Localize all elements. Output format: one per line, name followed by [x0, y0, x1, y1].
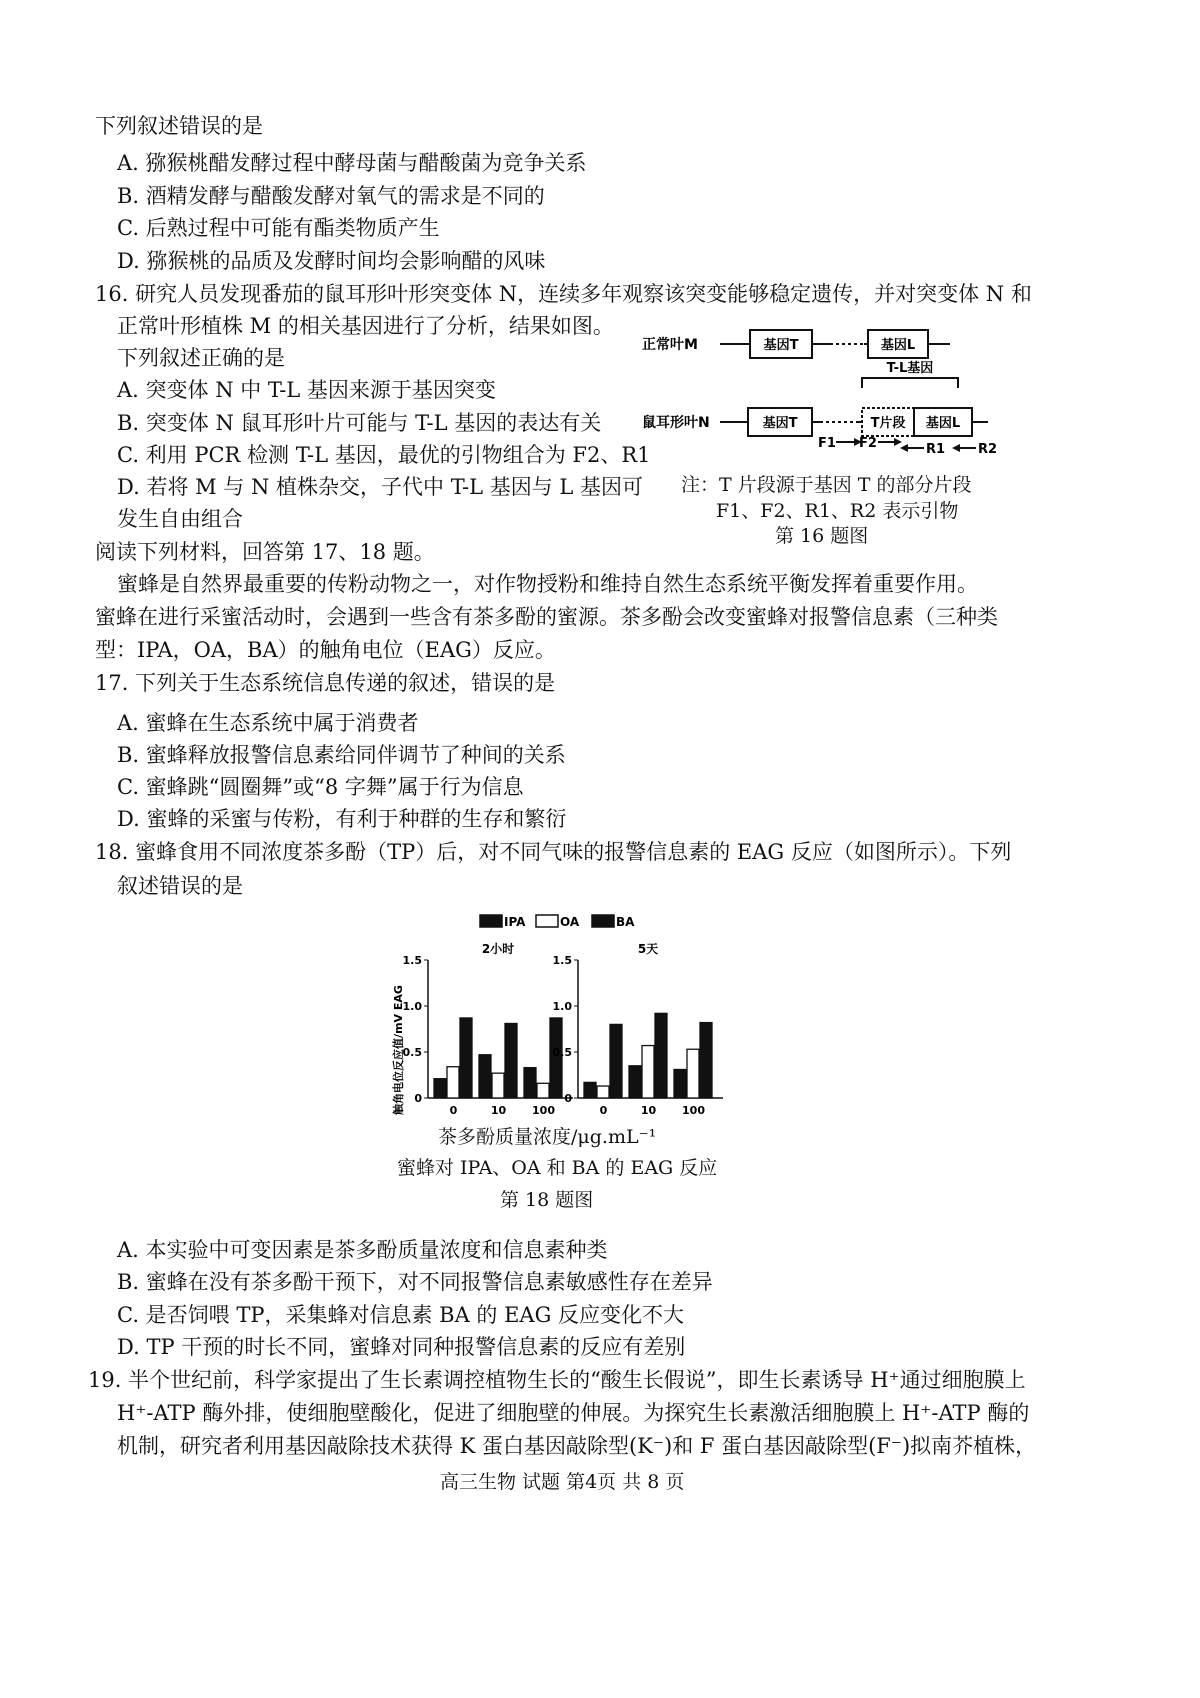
primer-f2: F2	[859, 436, 877, 451]
row-mutant-label: 鼠耳形叶N	[642, 415, 710, 431]
chart-xlabel: 茶多酚质量浓度/μg.mL⁻¹	[438, 1126, 657, 1148]
q17-option-a: A. 蜜蜂在生态系统中属于消费者	[117, 711, 419, 735]
legend-label-ba: BA	[616, 915, 635, 929]
bar-5天-IPA-100	[674, 1069, 686, 1098]
panel-0-ytick-label: 1.5	[402, 954, 422, 967]
q16-option-b: B. 突变体 N 鼠耳形叶片可能与 T-L 基因的表达有关	[117, 411, 602, 435]
panel-1-ytick-label: 1.0	[552, 1000, 572, 1013]
panel-1-title: 5天	[637, 942, 659, 956]
q18-stem-2: 叙述错误的是	[117, 874, 243, 898]
bar-5天-OA-10	[642, 1046, 654, 1098]
q16-stem-2: 正常叶形植株 M 的相关基因进行了分析，结果如图。	[117, 314, 614, 338]
q17-option-d: D. 蜜蜂的采蜜与传粉，有利于种群的生存和繁衍	[117, 807, 567, 831]
primer-r2: R2	[978, 442, 998, 457]
panel-1-ytick-label: 0	[564, 1092, 572, 1105]
gene-l-label-mutant: 基因L	[925, 416, 961, 431]
q16-option-c: C. 利用 PCR 检测 T-L 基因，最优的引物组合为 F2、R1	[117, 443, 651, 467]
option-d: D. 猕猴桃的品质及发酵时间均会影响醋的风味	[117, 249, 546, 273]
q18-option-b: B. 蜜蜂在没有茶多酚干预下，对不同报警信息素敏感性存在差异	[117, 1270, 713, 1294]
legend-swatch-oa	[536, 915, 558, 927]
q16-option-d: D. 若将 M 与 N 植株杂交，子代中 T-L 基因与 L 基因可	[117, 475, 644, 499]
bar-2小时-IPA-100	[524, 1068, 536, 1098]
q18-option-a: A. 本实验中可变因素是茶多酚质量浓度和信息素种类	[117, 1238, 608, 1262]
figure-18-caption: 第 18 题图	[500, 1189, 594, 1211]
bar-5天-OA-100	[687, 1049, 699, 1098]
bar-2小时-BA-0	[460, 1018, 472, 1098]
bar-2小时-IPA-10	[479, 1055, 491, 1098]
bar-2小时-BA-10	[505, 1023, 517, 1098]
q18-option-d: D. TP 干预的时长不同，蜜蜂对同种报警信息素的反应有差别	[117, 1335, 686, 1359]
bar-2小时-OA-100	[537, 1083, 549, 1098]
figure-18-eag-chart	[380, 905, 740, 1155]
panel-1-ytick-label: 1.5	[552, 954, 572, 967]
panel-0-title: 2小时	[481, 942, 515, 956]
legend-swatch-ipa	[480, 915, 502, 927]
figure-16-caption: 第 16 题图	[775, 525, 869, 547]
panel-1-xtick-label: 100	[682, 1104, 705, 1117]
legend-label-ipa: IPA	[504, 915, 526, 929]
panel-0-xtick-label: 100	[532, 1104, 555, 1117]
bar-2小时-OA-0	[447, 1067, 459, 1098]
option-a: A. 猕猴桃醋发酵过程中酵母菌与醋酸菌为竞争关系	[117, 151, 587, 175]
q19-stem-2: H⁺-ATP 酶外排，使细胞壁酸化，促进了细胞壁的伸展。为探究生长素激活细胞膜上 H⁺-ATP 酶的	[117, 1401, 1030, 1425]
panel-0-ytick-label: 0.5	[402, 1046, 422, 1059]
question-stem: 下列叙述错误的是	[95, 114, 263, 138]
bar-5天-IPA-0	[584, 1082, 596, 1098]
t-fragment-label: T片段	[870, 416, 906, 431]
chart-ylabel: 触角电位反应值/mV EAG	[392, 985, 405, 1115]
tl-gene-label: T-L基因	[886, 361, 934, 376]
panel-1-xtick-label: 0	[599, 1104, 608, 1117]
page-footer: 高三生物 试题 第4页 共 8 页	[440, 1471, 685, 1493]
option-c: C. 后熟过程中可能有酯类物质产生	[117, 216, 440, 240]
bar-2小时-OA-10	[492, 1073, 504, 1098]
primer-f1: F1	[818, 436, 836, 451]
bar-5天-IPA-10	[629, 1066, 641, 1098]
q16-stem-1: 16. 研究人员发现番茄的鼠耳形叶形突变体 N，连续多年观察该突变能够稳定遗传，并对突变体 N 和	[95, 282, 1032, 306]
legend-swatch-ba	[592, 915, 614, 927]
q19-stem-3: 机制，研究者利用基因敲除技术获得 K 蛋白基因敲除型(K⁻)和 F 蛋白基因敲除型(F⁻)拟南芥植株，	[117, 1434, 1037, 1458]
chart-title: 蜜蜂对 IPA、OA 和 BA 的 EAG 反应	[397, 1157, 718, 1179]
q17-option-c: C. 蜜蜂跳“圆圈舞”或“8 字舞”属于行为信息	[117, 775, 524, 799]
bar-5天-OA-0	[597, 1086, 609, 1098]
panel-0-xtick-label: 0	[449, 1104, 458, 1117]
gene-l-label-normal: 基因L	[880, 338, 916, 353]
option-b: B. 酒精发酵与醋酸发酵对氧气的需求是不同的	[117, 184, 545, 208]
legend-label-oa: OA	[560, 915, 580, 929]
figure-16-note-2: F1、F2、R1、R2 表示引物	[716, 500, 959, 522]
q16-option-a: A. 突变体 N 中 T-L 基因来源于基因突变	[117, 378, 496, 402]
q16-stem-3: 下列叙述正确的是	[117, 346, 285, 370]
material-line-3: 型：IPA，OA，BA）的触角电位（EAG）反应。	[95, 638, 556, 662]
q17-stem: 17. 下列关于生态系统信息传递的叙述，错误的是	[95, 671, 556, 695]
figure-16-note-1: 注：T 片段源于基因 T 的部分片段	[681, 474, 972, 496]
panel-0-ytick-label: 0	[414, 1092, 422, 1105]
bar-5天-BA-100	[700, 1023, 712, 1098]
reading-instruction: 阅读下列材料，回答第 17、18 题。	[95, 540, 435, 564]
panel-0-ytick-label: 1.0	[402, 1000, 422, 1013]
primer-r1: R1	[926, 442, 946, 457]
gene-t-label-normal: 基因T	[763, 338, 799, 353]
bar-2小时-IPA-0	[434, 1079, 446, 1098]
bar-5天-BA-10	[655, 1013, 667, 1098]
panel-0-xtick-label: 10	[490, 1104, 507, 1117]
gene-t-label-mutant: 基因T	[762, 416, 798, 431]
q17-option-b: B. 蜜蜂释放报警信息素给同伴调节了种间的关系	[117, 743, 566, 767]
bar-5天-BA-0	[610, 1024, 622, 1098]
material-line-2: 蜜蜂在进行采蜜活动时，会遇到一些含有茶多酚的蜜源。茶多酚会改变蜜蜂对报警信息素（三种类	[95, 605, 998, 629]
panel-1-xtick-label: 10	[640, 1104, 657, 1117]
row-normal-label: 正常叶M	[642, 337, 698, 353]
q16-option-d-cont: 发生自由组合	[117, 507, 243, 531]
q18-stem-1: 18. 蜜蜂食用不同浓度茶多酚（TP）后，对不同气味的报警信息素的 EAG 反应（如图所示）。下列	[95, 840, 1012, 864]
q18-option-c: C. 是否饲喂 TP，采集蜂对信息素 BA 的 EAG 反应变化不大	[117, 1303, 685, 1327]
figure-16-gene-diagram	[640, 318, 1030, 468]
panel-1-ytick-label: 0.5	[552, 1046, 572, 1059]
q19-stem-1: 19. 半个世纪前，科学家提出了生长素调控植物生长的“酸生长假说”，即生长素诱导 H⁺通过细胞膜上	[88, 1368, 1026, 1392]
material-line-1: 蜜蜂是自然界最重要的传粉动物之一，对作物授粉和维持自然生态系统平衡发挥着重要作用。	[117, 572, 978, 596]
